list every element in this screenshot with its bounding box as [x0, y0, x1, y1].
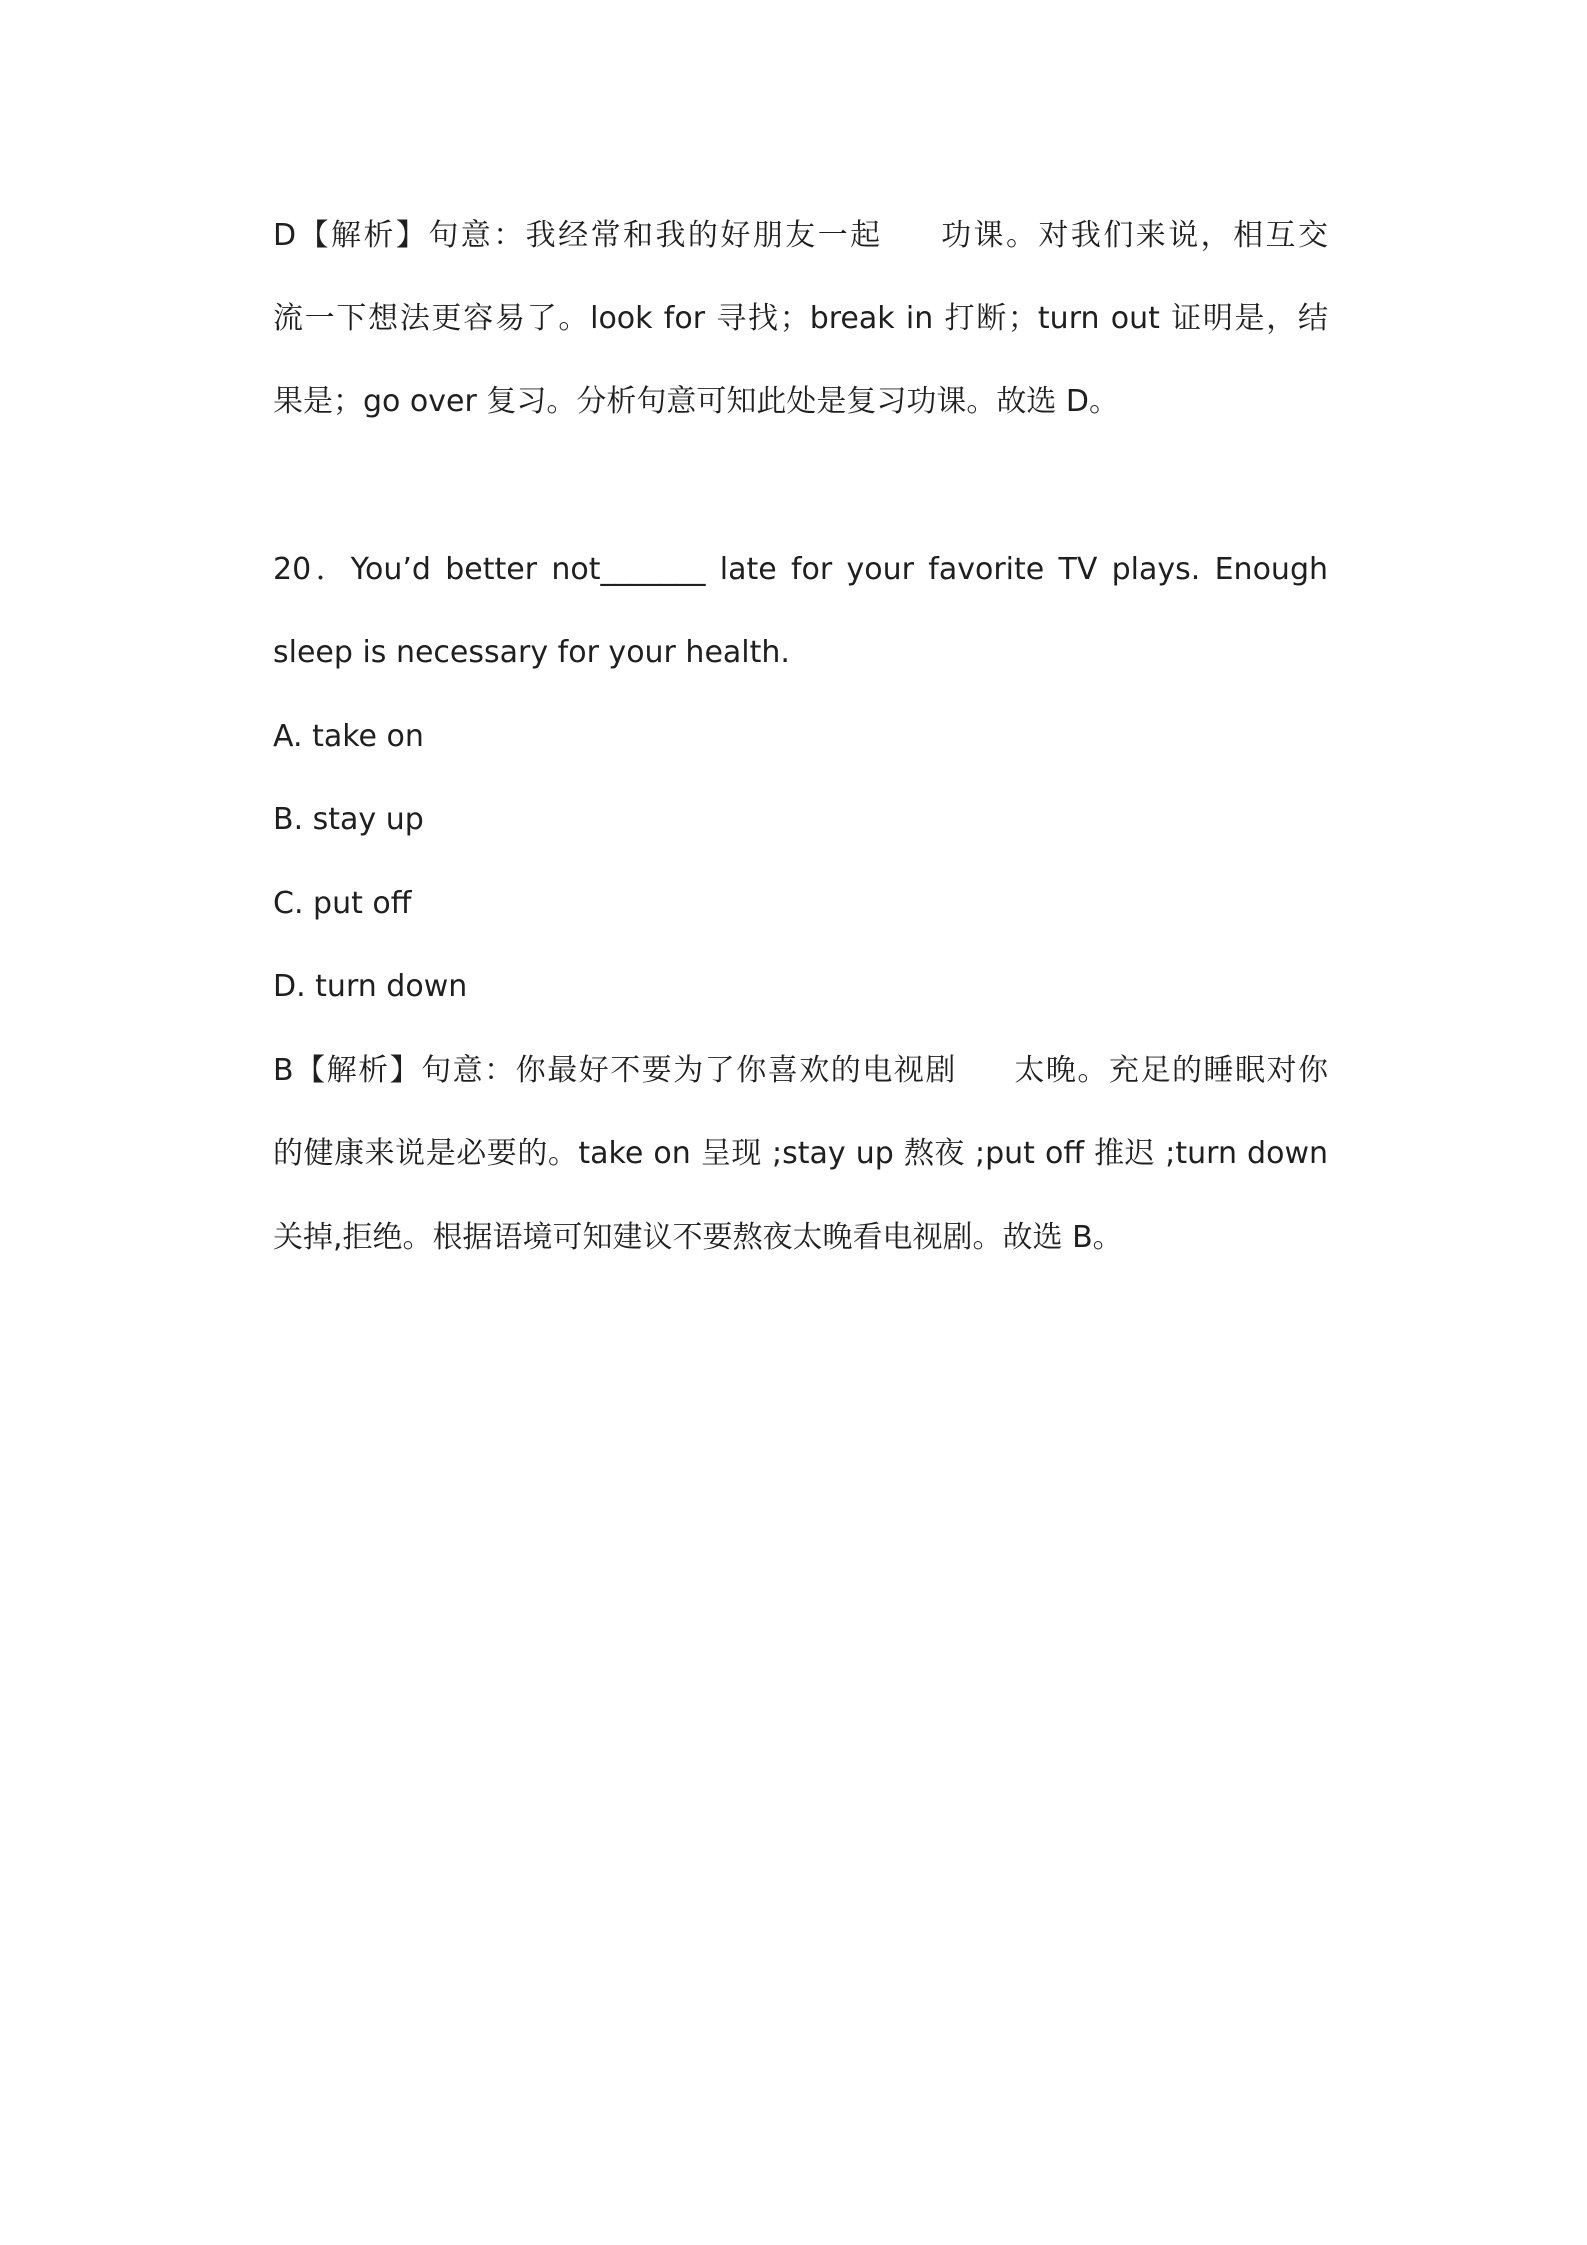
- q20-explanation-line-3: 关掉,拒绝。根据语境可知建议不要熬夜太晚看电视剧。故选 B。: [273, 1220, 1123, 1255]
- q20-explanation-text-a: B【解析】句意：你最好不要为了你喜欢的电视剧: [273, 1053, 957, 1088]
- q20-option-c: C. put off: [273, 886, 412, 921]
- q19-explanation-text-a: D【解析】句意：我经常和我的好朋友一起: [273, 218, 883, 253]
- q20-explanation-line-2: 的健康来说是必要的。take on 呈现 ;stay up 熬夜 ;put off 推迟 ;turn down: [273, 1136, 1328, 1171]
- q20-option-d: D. turn down: [273, 969, 468, 1004]
- q20-explanation-text-b: 太晚。充足的睡眠对你: [1012, 1053, 1329, 1088]
- q19-explanation-line-3: 果是；go over 复习。分析句意可知此处是复习功课。故选 D。: [273, 384, 1120, 419]
- q20-option-b: B. stay up: [273, 802, 424, 837]
- q19-explanation-text-b: 功课。对我们来说，相互交: [938, 218, 1329, 253]
- q20-stem-line-1: 20．You’d better not_______ late for your favorite TV plays. Enough: [273, 552, 1328, 587]
- q20-stem-line-2: sleep is necessary for your health.: [273, 635, 790, 670]
- q20-option-a: A. take on: [273, 719, 424, 754]
- q19-explanation-line-1: [273, 216, 1328, 256]
- q19-explanation-line-2: 流一下想法更容易了。look for 寻找；break in 打断；turn out 证明是，结: [273, 301, 1328, 336]
- q20-explanation-line-1: [273, 1051, 1328, 1091]
